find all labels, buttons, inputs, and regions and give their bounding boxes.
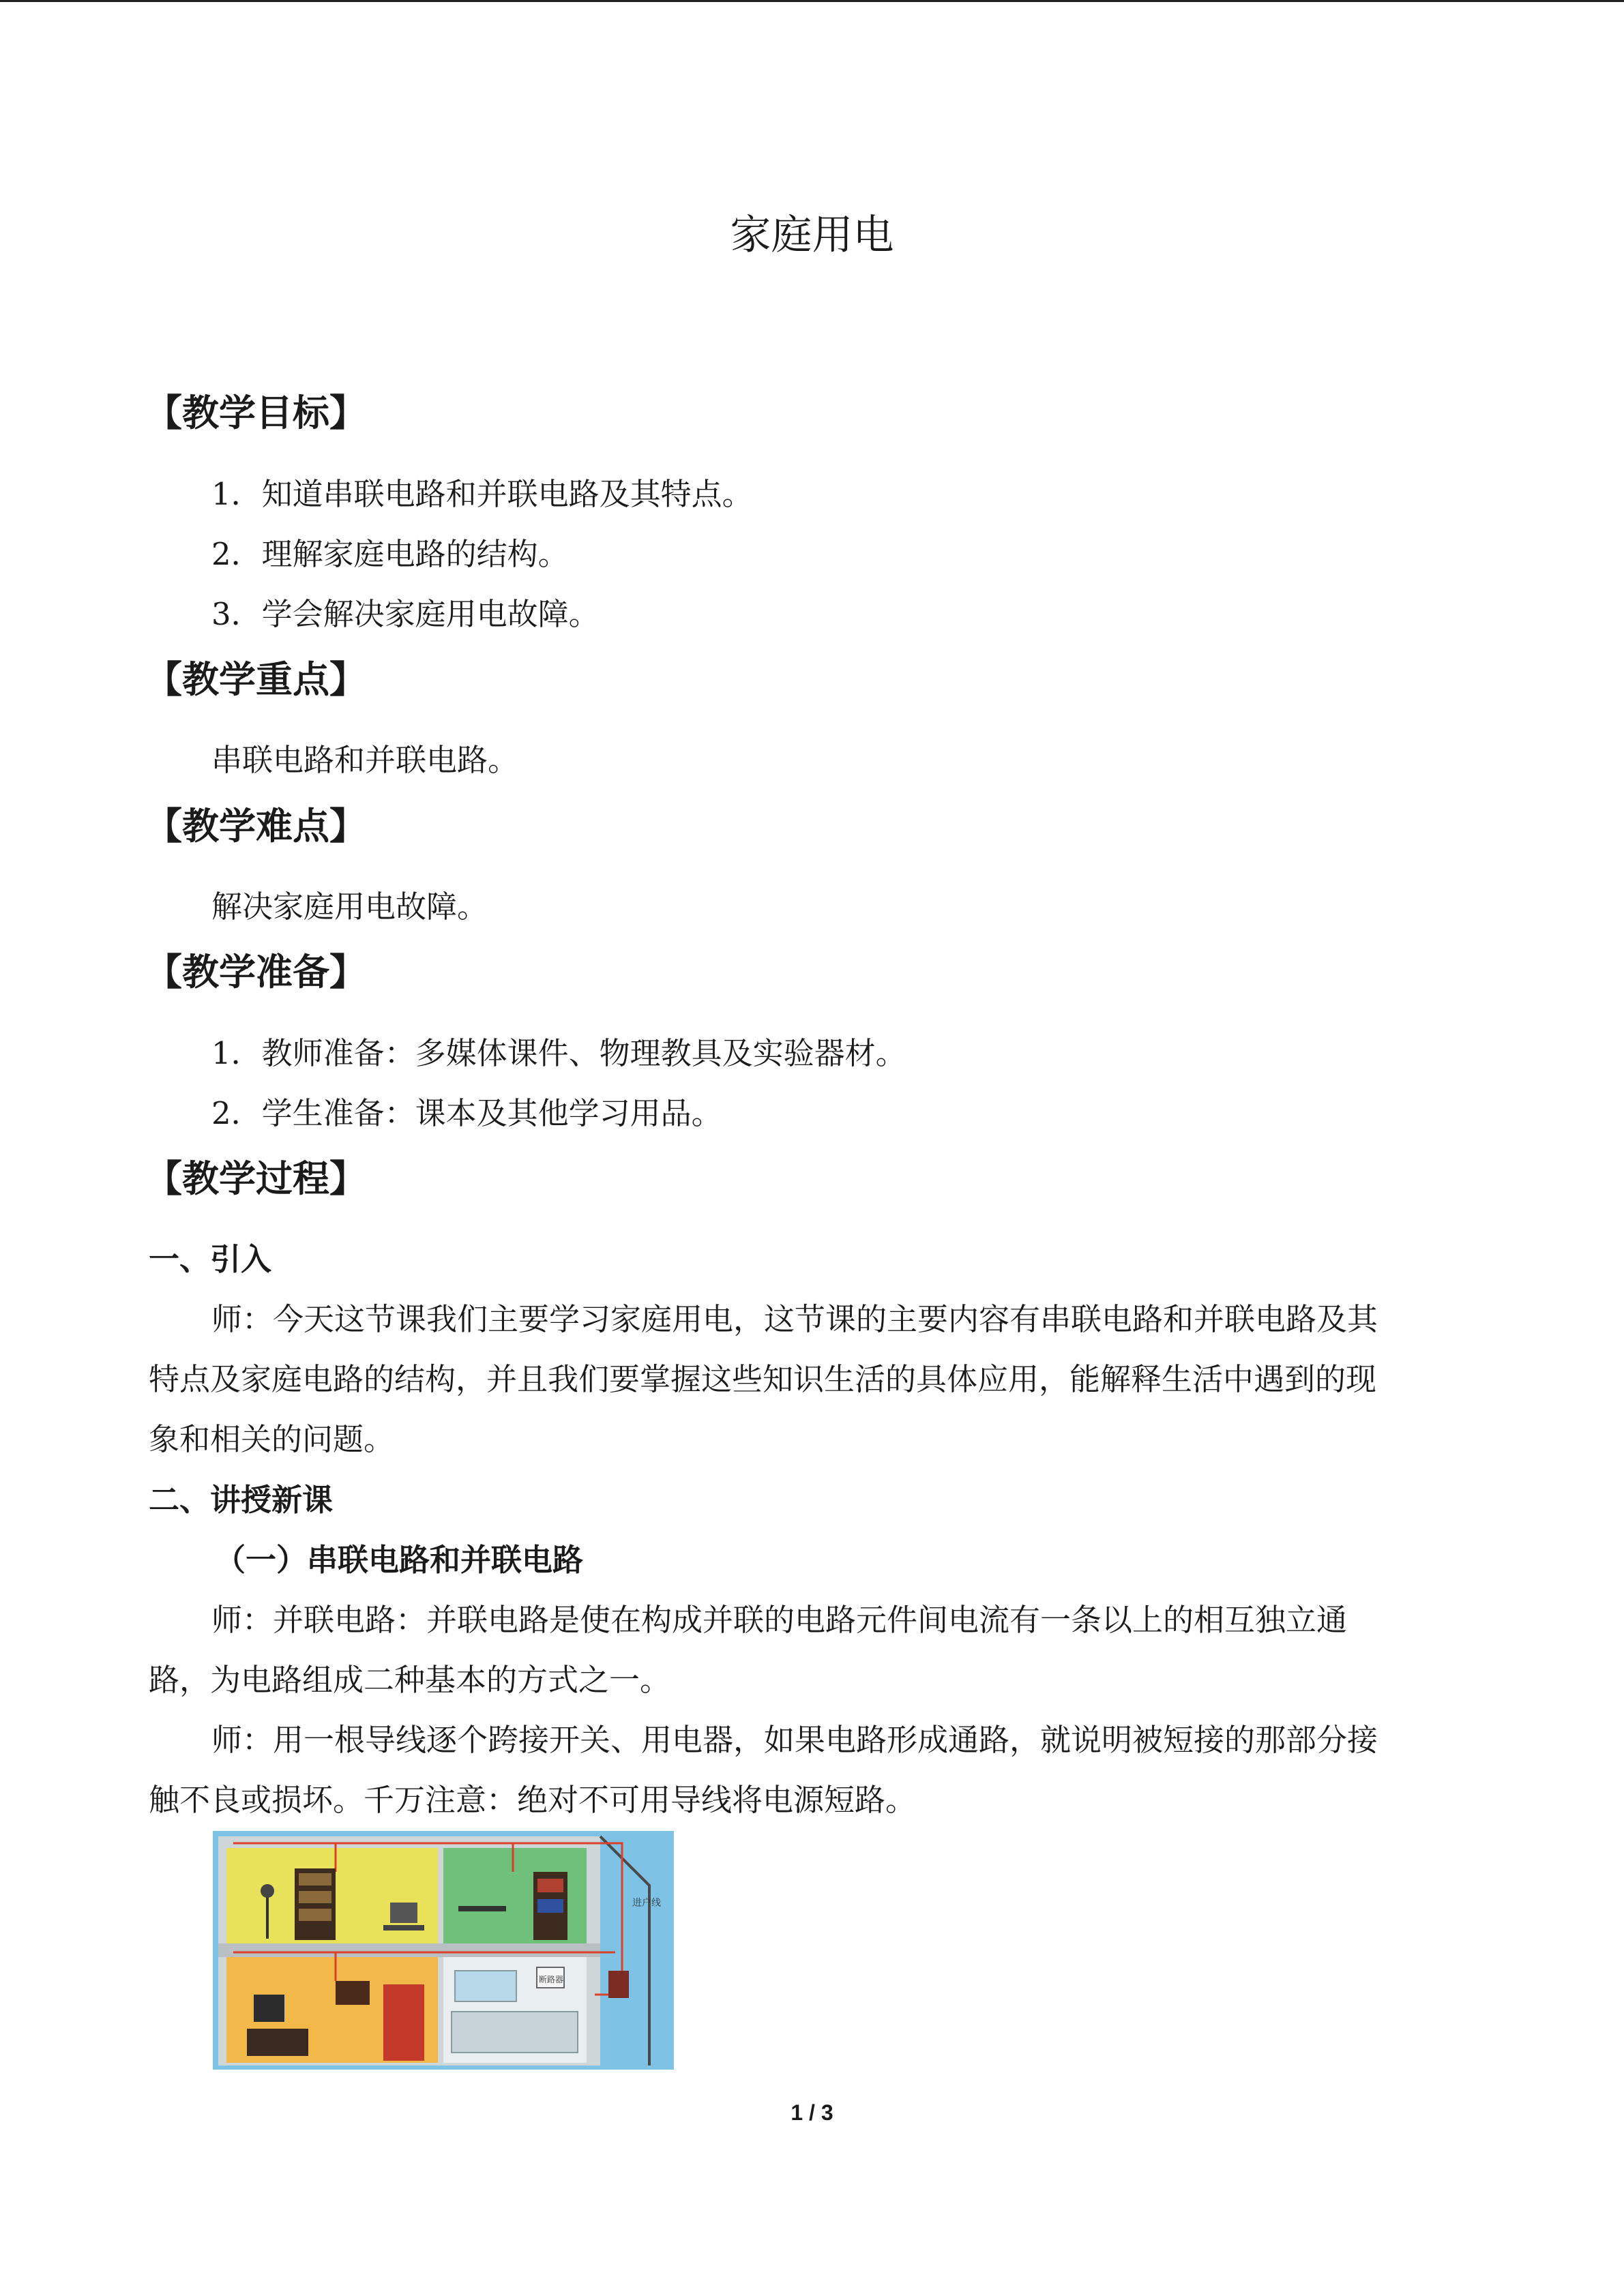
- paragraph-line: 象和相关的问题。: [149, 1421, 395, 1457]
- heading-process: 【教学过程】: [145, 1157, 366, 1200]
- page-indicator: 1 / 3: [791, 2100, 833, 2125]
- paragraph-line: 师：用一根导线逐个跨接开关、用电器，如果电路形成通路，就说明被短接的那部分接: [211, 1722, 1378, 1758]
- paragraph-line: 特点及家庭电路的结构，并且我们要掌握这些知识生活的具体应用，能解释生活中遇到的现: [149, 1361, 1377, 1397]
- goal-item: 1．知道串联电路和并联电路及其特点。: [211, 476, 753, 512]
- heading-goals: 【教学目标】: [145, 391, 366, 434]
- key-points-text: 串联电路和并联电路。: [211, 742, 519, 778]
- heading-difficulties: 【教学难点】: [145, 805, 366, 848]
- goal-item: 3．学会解决家庭用电故障。: [211, 596, 600, 632]
- paragraph-line: 师：今天这节课我们主要学习家庭用电，这节课的主要内容有串联电路和并联电路及其: [211, 1301, 1378, 1337]
- paragraph-line: 触不良或损坏。千万注意：绝对不可用导线将电源短路。: [149, 1782, 917, 1818]
- preparation-item: 1．教师准备：多媒体课件、物理教具及实验器材。: [211, 1035, 906, 1071]
- part2-title: 二、讲授新课: [149, 1482, 334, 1518]
- paragraph-line: 路，为电路组成二种基本的方式之一。: [149, 1662, 671, 1698]
- heading-key-points: 【教学重点】: [145, 658, 366, 701]
- label-breaker: 断路器: [539, 1975, 564, 1984]
- heading-preparation: 【教学准备】: [145, 951, 366, 994]
- difficulties-text: 解决家庭用电故障。: [211, 889, 488, 925]
- part2-subtitle: （一）串联电路和并联电路: [215, 1542, 584, 1578]
- goal-item: 2．理解家庭电路的结构。: [211, 536, 569, 572]
- top-border: [0, 0, 1624, 2]
- label-incoming-line: 进户线: [632, 1898, 661, 1909]
- paragraph-line: 师：并联电路：并联电路是使在构成并联的电路元件间电流有一条以上的相互独立通: [211, 1602, 1348, 1638]
- preparation-item: 2．学生准备：课本及其他学习用品。: [211, 1095, 722, 1131]
- part1-title: 一、引入: [149, 1241, 272, 1277]
- document-title: 家庭用电: [730, 211, 894, 259]
- house-wiring-illustration: [213, 1831, 674, 2070]
